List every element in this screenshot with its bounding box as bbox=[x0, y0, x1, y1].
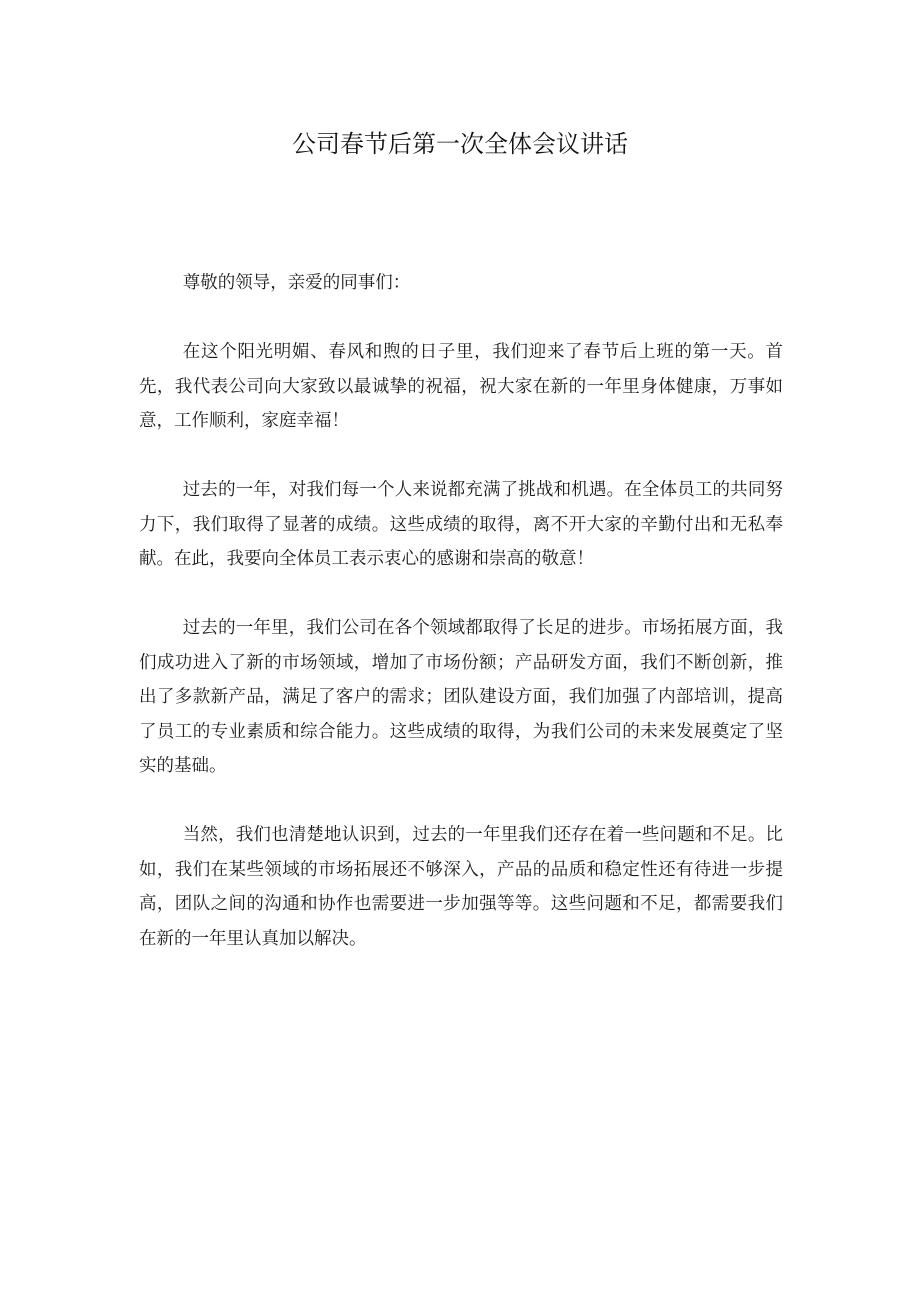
greeting-paragraph: 尊敬的领导，亲爱的同事们： bbox=[182, 273, 411, 293]
document-title: 公司春节后第一次全体会议讲话 bbox=[292, 130, 628, 158]
body-paragraph-opening: 在这个阳光明媚、春风和煦的日子里，我们迎来了春节后上班的第一天。首先，我代表公司向大家致以最诚挚的祝福，祝大家在新的一年里身体健康，万事如意，工作顺利，家庭幸福！ bbox=[139, 342, 783, 431]
body-paragraph-progress: 过去的一年里，我们公司在各个领域都取得了长足的进步。市场拓展方面，我们成功进入了新的市场领域，增加了市场份额；产品研发方面，我们不断创新，推出了多款新产品，满足了客户的需求；团队建设方面，我们加强了内部培训，提高了员工的专业素质和综合能力。这些成绩的取得，为我们公司的未来发展奠定了坚实的基础。 bbox=[139, 618, 783, 776]
body-paragraph-problems: 当然，我们也清楚地认识到，过去的一年里我们还存在着一些问题和不足。比如，我们在某些领域的市场拓展还不够深入，产品的品质和稳定性还有待进一步提高，团队之间的沟通和协作也需要进一步加强等等。这些问题和不足，都需要我们在新的一年里认真加以解决。 bbox=[139, 825, 783, 949]
body-paragraph-thanks: 过去的一年，对我们每一个人来说都充满了挑战和机遇。在全体员工的共同努力下，我们取得了显著的成绩。这些成绩的取得，离不开大家的辛勤付出和无私奉献。在此，我要向全体员工表示衷心的感谢和崇高的敬意！ bbox=[139, 480, 783, 569]
document-body bbox=[139, 266, 783, 991]
